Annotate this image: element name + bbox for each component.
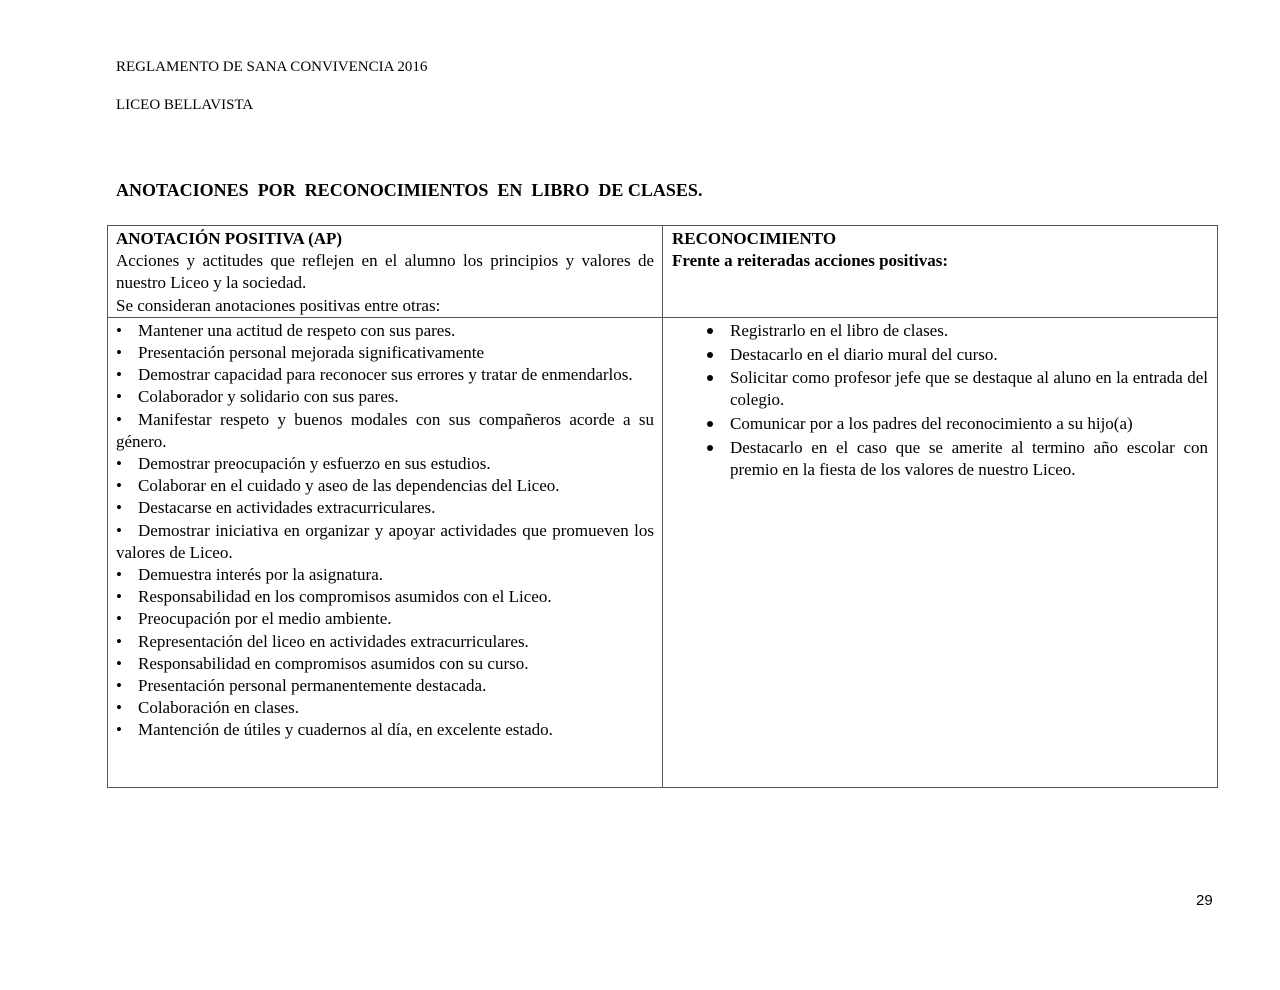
positive-annotation-item <box>116 697 654 719</box>
recognition-item <box>707 320 1208 342</box>
bullet-marker: • <box>116 676 122 696</box>
bullet-marker: • <box>116 387 122 407</box>
recognition-header-cell <box>663 226 1218 318</box>
recognition-subheading: Frente a reiteradas acciones positivas: <box>672 251 949 271</box>
bullet-marker: • <box>116 476 122 496</box>
positive-annotation-item <box>116 342 654 364</box>
recognition-item <box>707 367 1208 411</box>
positive-annotation-item <box>116 653 654 675</box>
positive-annotation-item-text: Colaboración en clases. <box>138 698 299 718</box>
positive-annotation-item-text: Representación del liceo en actividades extracurriculares. <box>138 631 529 651</box>
bullet-marker: • <box>116 587 122 607</box>
recognition-item <box>707 344 1208 366</box>
positive-annotation-item-text: Demostrar capacidad para reconocer sus errores y tratar de enmendarlos. <box>138 365 633 385</box>
positive-annotation-intro: Se consideran anotaciones positivas entre otras: <box>116 295 441 315</box>
positive-annotation-item-text: Colaborador y solidario con sus pares. <box>138 387 399 407</box>
recognition-item-text: Destacarlo en el caso que se amerite al termino año escolar con premio en la fiesta de los valores de nuestro Liceo. <box>730 437 1208 480</box>
positive-annotation-item-text: Responsabilidad en los compromisos asumidos con el Liceo. <box>138 587 552 607</box>
bullet-marker: • <box>116 343 122 363</box>
positive-annotation-item-text: Presentación personal permanentemente destacada. <box>138 676 487 696</box>
document-header-school: LICEO BELLAVISTA <box>116 97 254 113</box>
positive-annotation-item-text: Presentación personal mejorada significativamente <box>138 343 485 363</box>
recognition-list-cell <box>663 317 1218 787</box>
positive-annotation-item-text: Colaborar en el cuidado y aseo de las dependencias del Liceo. <box>138 476 560 496</box>
bullet-marker: • <box>116 498 122 518</box>
positive-annotation-list <box>116 320 654 742</box>
bullet-marker: • <box>116 520 122 540</box>
positive-annotation-item-text: Destacarse en actividades extracurriculares. <box>138 498 436 518</box>
bullet-marker: • <box>116 631 122 651</box>
positive-annotation-item <box>116 586 654 608</box>
positive-annotation-item-text: Demostrar preocupación y esfuerzo en sus estudios. <box>138 454 491 474</box>
positive-annotation-item-text: Mantener una actitud de respeto con sus pares. <box>138 320 456 340</box>
bullet-marker: • <box>116 454 122 474</box>
bullet-dot-icon <box>707 445 713 451</box>
positive-annotation-item <box>116 386 654 408</box>
positive-annotation-item <box>116 564 654 586</box>
bullet-marker: • <box>116 409 122 429</box>
bullet-marker: • <box>116 609 122 629</box>
positive-annotation-item <box>116 719 654 741</box>
page-number: 29 <box>1196 892 1213 909</box>
bullet-dot-icon <box>707 375 713 381</box>
positive-annotation-heading: ANOTACIÓN POSITIVA (AP) <box>116 229 343 248</box>
recognition-item <box>707 413 1208 435</box>
bullet-marker: • <box>116 720 122 740</box>
positive-annotation-item-text: Preocupación por el medio ambiente. <box>138 609 392 629</box>
positive-annotation-list-cell <box>108 317 663 787</box>
recognition-item-text: Solicitar como profesor jefe que se destaque al aluno en la entrada del colegio. <box>730 368 1208 410</box>
recognition-list <box>672 320 1208 481</box>
positive-annotation-item-text: Mantención de útiles y cuadernos al día, en excelente estado. <box>138 720 553 740</box>
positive-annotation-item <box>116 520 654 564</box>
bullet-dot-icon <box>707 421 713 427</box>
positive-annotation-description: Acciones y actitudes que reflejen en el alumno los principios y valores de nuestro Liceo y la sociedad. <box>116 251 654 293</box>
bullet-marker: • <box>116 653 122 673</box>
positive-annotation-item <box>116 497 654 519</box>
positive-annotation-item-text: Manifestar respeto y buenos modales con sus compañeros acorde a su género. <box>116 409 654 451</box>
recognition-item-text: Comunicar por a los padres del reconocimiento a su hijo(a) <box>730 414 1133 434</box>
positive-annotation-item-text: Responsabilidad en compromisos asumidos con su curso. <box>138 653 529 673</box>
bullet-marker: • <box>116 565 122 585</box>
recognition-item <box>707 437 1208 481</box>
document-header-title: REGLAMENTO DE SANA CONVIVENCIA 2016 <box>116 59 428 75</box>
positive-annotation-item-text: Demostrar iniciativa en organizar y apoyar actividades que promueven los valores de Liceo. <box>116 520 654 562</box>
recognition-table <box>107 225 1218 788</box>
positive-annotation-item <box>116 675 654 697</box>
positive-annotation-item <box>116 631 654 653</box>
positive-annotation-item <box>116 453 654 475</box>
bullet-dot-icon <box>707 328 713 334</box>
positive-annotation-item <box>116 608 654 630</box>
positive-annotation-item-text: Demuestra interés por la asignatura. <box>138 565 383 585</box>
recognition-heading: RECONOCIMIENTO <box>672 229 837 248</box>
positive-annotation-item <box>116 475 654 497</box>
bullet-dot-icon <box>707 352 713 358</box>
bullet-marker: • <box>116 365 122 385</box>
positive-annotation-item <box>116 364 654 386</box>
recognition-item-text: Registrarlo en el libro de clases. <box>730 320 949 340</box>
recognition-item-text: Destacarlo en el diario mural del curso. <box>730 344 998 364</box>
positive-annotation-header-cell <box>108 226 663 318</box>
bullet-marker: • <box>116 698 122 718</box>
positive-annotation-item <box>116 320 654 342</box>
bullet-marker: • <box>116 320 122 340</box>
section-title: ANOTACIONES POR RECONOCIMIENTOS EN LIBRO DE CLASES. <box>116 180 703 200</box>
positive-annotation-item <box>116 409 654 453</box>
